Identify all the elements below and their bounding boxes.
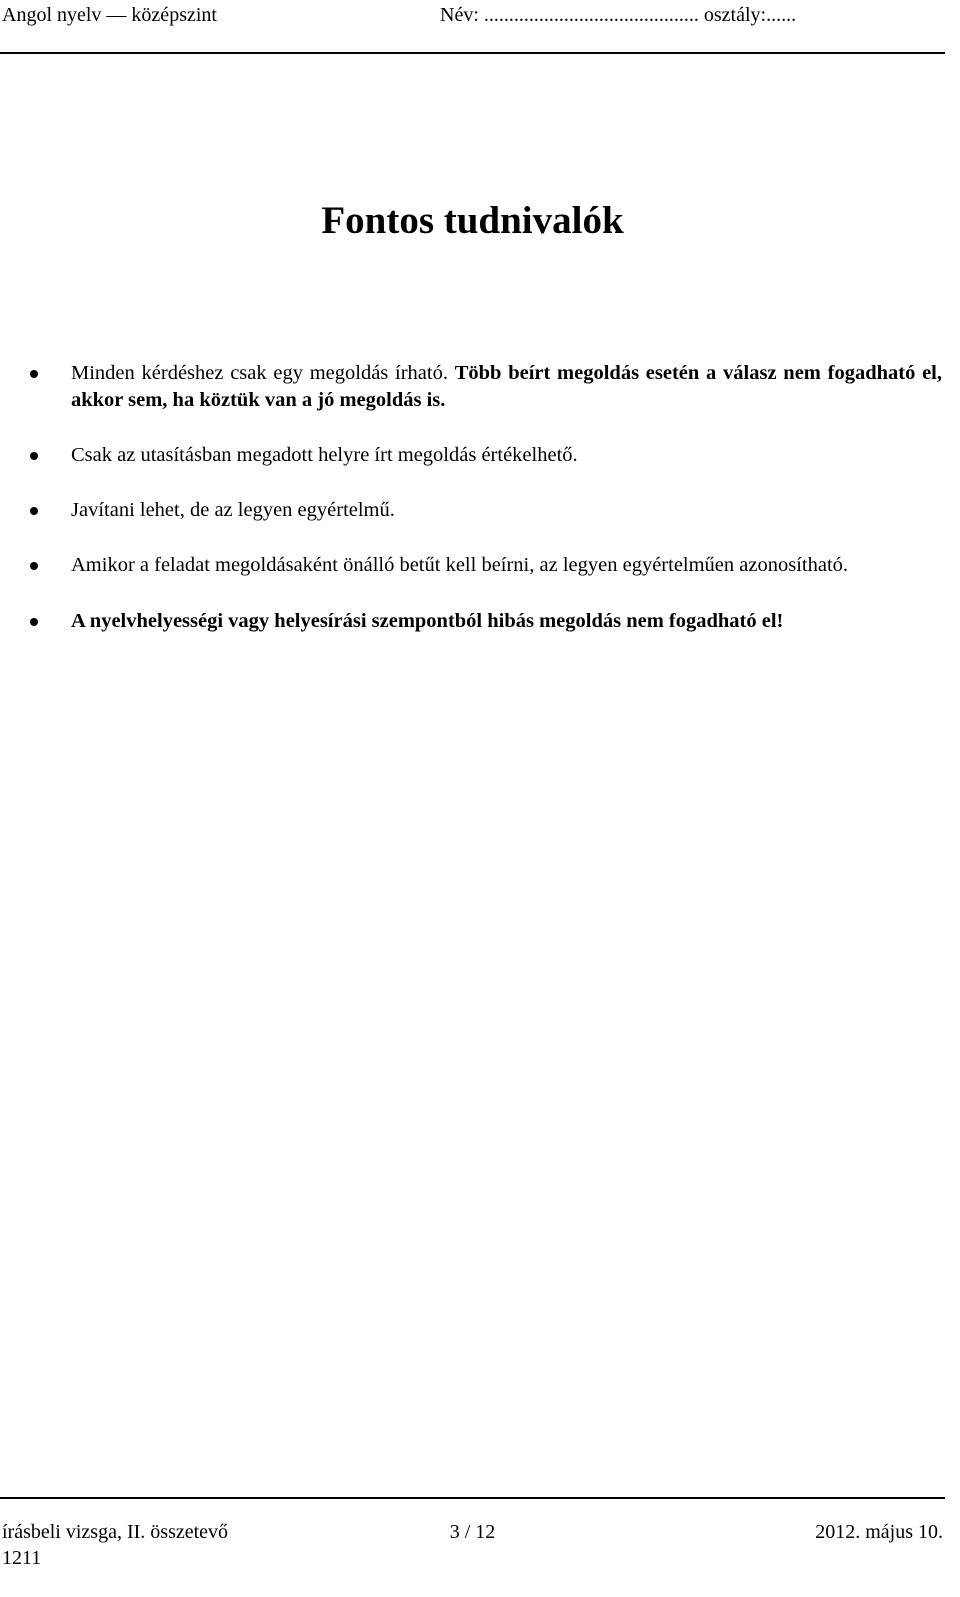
bullet-icon: [30, 562, 38, 570]
page-header: [0, 0, 945, 54]
instruction-text: Minden kérdéshez csak egy megoldás írható.: [71, 362, 455, 384]
page-number: 3 / 12: [449, 1521, 496, 1543]
name-class-field: Név: ........................................... osztály:......: [440, 4, 797, 26]
exam-subject: Angol nyelv — középszint: [2, 4, 217, 26]
bullet-icon: [30, 618, 38, 626]
bullet-icon: [30, 507, 38, 515]
instruction-item: [30, 608, 942, 635]
exam-code: 1211: [2, 1547, 42, 1569]
instruction-item: [30, 360, 942, 414]
exam-date: 2012. május 10.: [815, 1521, 943, 1543]
instruction-text-bold: A nyelvhelyességi vagy helyesírási szempontból hibás megoldás nem fogadható el!: [71, 610, 784, 632]
instruction-item: [30, 442, 942, 469]
instructions-list: [30, 360, 942, 635]
instruction-item: [30, 552, 942, 579]
bullet-icon: [30, 370, 38, 378]
bullet-icon: [30, 452, 38, 460]
instruction-text-bold: Több beírt megoldás esetén a válasz nem fogadható el, akkor sem, ha köztük van a jó megoldás is.: [71, 362, 942, 411]
instruction-item: [30, 497, 942, 524]
instruction-text: Amikor a feladat megoldásaként önálló betűt kell beírni, az legyen egyértelműen azonosítható.: [71, 554, 849, 576]
exam-part-label: írásbeli vizsga, II. összetevő: [2, 1521, 229, 1543]
page-title: Fontos tudnivalók: [321, 199, 624, 242]
page-footer: [0, 1497, 945, 1569]
instruction-text: Javítani lehet, de az legyen egyértelmű.: [71, 499, 395, 521]
instruction-text: Csak az utasításban megadott helyre írt megoldás értékelhető.: [71, 444, 578, 466]
